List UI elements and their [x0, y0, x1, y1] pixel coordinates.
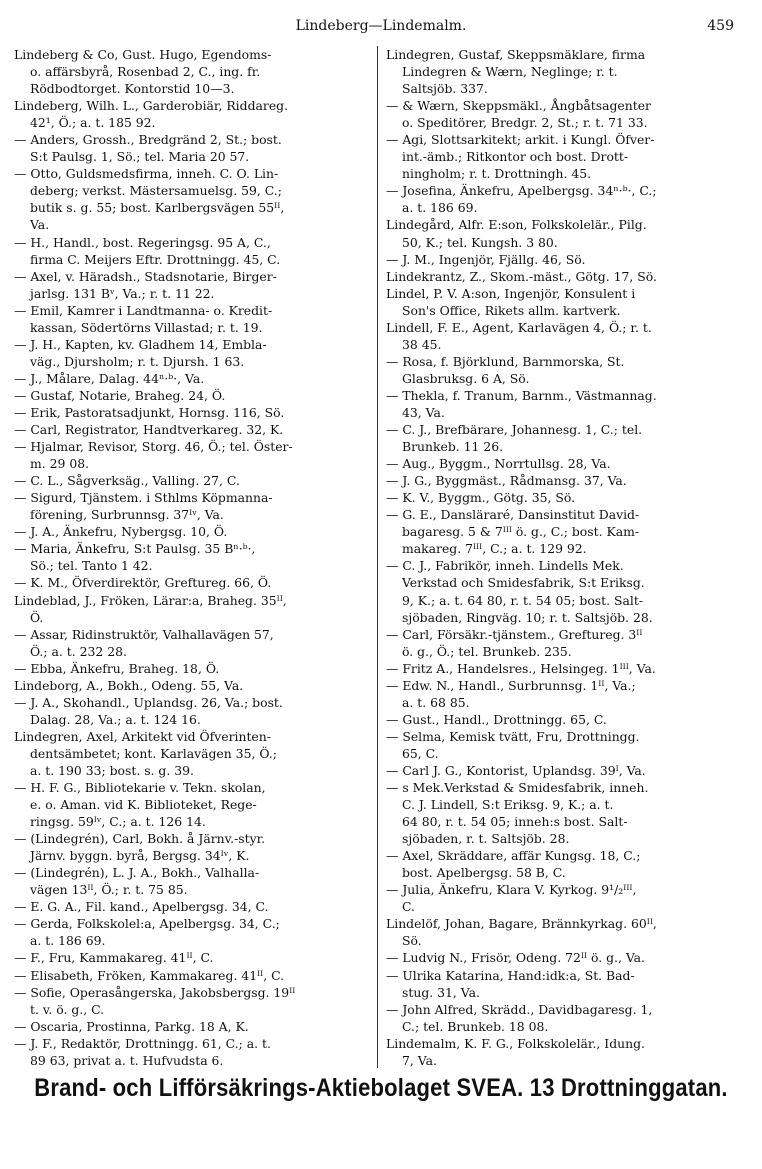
- directory-entry-line: butik s. g. 55; bost. Karlbergsvägen 55ᴵᴵ,: [30, 200, 285, 216]
- directory-entry-line: — Selma, Kemisk tvätt, Fru, Drottningg.: [386, 728, 640, 744]
- directory-entry-line: ringsg. 59ᴵᵛ, C.; a. t. 126 14.: [30, 814, 206, 830]
- directory-entry-line: kassan, Södertörns Villastad; r. t. 19.: [30, 319, 263, 335]
- directory-entry-line: Lindeberg & Co, Gust. Hugo, Egendoms-: [14, 47, 272, 62]
- directory-entry-line: Lindeblad, J., Fröken, Lärar:a, Braheg. 35ᴵᴵ,: [14, 592, 287, 608]
- directory-entry-line: — Rosa, f. Björklund, Barnmorska, St.: [386, 353, 625, 369]
- directory-entry-line: a. t. 186 69.: [30, 933, 106, 949]
- page-header: [0, 18, 762, 40]
- directory-entry-line: — Sofie, Operasångerska, Jakobsbergsg. 19ᴵᴵ: [14, 984, 296, 1000]
- directory-entry-line: — Elisabeth, Fröken, Kammakareg. 41ᴵᴵ, C.: [14, 967, 285, 983]
- directory-entry-line: makareg. 7ᴵᴵᴵ, C.; a. t. 129 92.: [402, 541, 587, 557]
- page-number: 459: [707, 18, 734, 34]
- directory-entry-line: 89 63, privat a. t. Hufvudsta 6.: [30, 1052, 224, 1068]
- directory-entry-line: — Maria, Änkefru, S:t Paulsg. 35 Bⁿ·ᵇ·,: [14, 541, 256, 557]
- directory-entry-line: — Carl, Försäkr.-tjänstem., Greftureg. 3ᴵᴵ: [386, 626, 643, 642]
- directory-entry-line: 50, K.; tel. Kungsh. 3 80.: [402, 234, 558, 250]
- footer-advertisement: Brand- och Lifförsäkrings-Aktiebolaget SVEA. 13 Drottninggatan.: [34, 1073, 728, 1102]
- directory-entry-line: int.-ämb.; Ritkontor och bost. Drott-: [402, 149, 629, 165]
- directory-entry-line: C. J. Lindell, S:t Eriksg. 9, K.; a. t.: [402, 797, 614, 813]
- directory-entry-line: — Hjalmar, Revisor, Storg. 46, Ö.; tel. Öster-: [14, 439, 293, 455]
- directory-entry-line: — Oscaria, Prostinna, Parkg. 18 A, K.: [14, 1018, 249, 1034]
- directory-entry-line: bost. Apelbergsg. 58 B, C.: [402, 865, 566, 881]
- directory-entry-line: — H. F. G., Bibliotekarie v. Tekn. skolan,: [14, 780, 266, 796]
- directory-entry-line: Lindegren, Axel, Arkitekt vid Öfverinten-: [14, 728, 271, 744]
- directory-entry-line: ö. g., Ö.; tel. Brunkeb. 235.: [402, 643, 572, 659]
- directory-entry-line: — Gust., Handl., Drottningg. 65, C.: [386, 711, 607, 727]
- directory-entry-line: Lindeborg, A., Bokh., Odeng. 55, Va.: [14, 677, 244, 693]
- directory-entry-line: Lindelöf, Johan, Bagare, Brännkyrkag. 60ᴵᴵ,: [386, 916, 657, 932]
- directory-entry-line: — C. J., Fabrikör, inneh. Lindells Mek.: [386, 558, 624, 574]
- directory-entry-line: — Agi, Slottsarkitekt; arkit. i Kungl. Öfver-: [386, 132, 655, 148]
- directory-entry-line: Lindegren & Wærn, Neglinge; r. t.: [402, 64, 618, 80]
- directory-entry-line: — & Wærn, Skeppsmäkl., Ångbåtsagenter: [386, 98, 651, 114]
- directory-entry-line: — Thekla, f. Tranum, Barnm., Västmannag.: [386, 387, 657, 403]
- directory-entry-line: Lindemalm, K. F. G., Folkskolelär., Idung.: [386, 1035, 645, 1051]
- directory-entry-line: stug. 31, Va.: [402, 984, 480, 1000]
- directory-entry-line: dentsämbetet; kont. Karlavägen 35, Ö.;: [30, 745, 277, 761]
- directory-entry-line: — Erik, Pastoratsadjunkt, Hornsg. 116, Sö.: [14, 404, 285, 420]
- directory-entry-line: — F., Fru, Kammakareg. 41ᴵᴵ, C.: [14, 950, 214, 966]
- directory-entry-line: Sö.; tel. Tanto 1 42.: [30, 558, 153, 574]
- directory-entry-line: a. t. 186 69.: [402, 200, 478, 216]
- directory-entry-line: — Sigurd, Tjänstem. i Sthlms Köpmanna-: [14, 490, 273, 506]
- directory-entry-line: Lindel, P. V. A:son, Ingenjör, Konsulent i: [386, 285, 636, 301]
- directory-entry-line: firma C. Meijers Eftr. Drottningg. 45, C.: [30, 251, 281, 267]
- directory-entry-line: C.: [402, 899, 415, 915]
- directory-entry-line: — E. G. A., Fil. kand., Apelbergsg. 34, C.: [14, 899, 269, 915]
- directory-entry-line: 64 80, r. t. 54 05; inneh:s bost. Salt-: [402, 814, 628, 830]
- directory-entry-line: — Josefina, Änkefru, Apelbergsg. 34ⁿ·ᵇ·, C.;: [386, 183, 657, 199]
- directory-entry-line: väg., Djursholm; r. t. Djursh. 1 63.: [30, 353, 245, 369]
- directory-entry-line: 38 45.: [402, 336, 442, 352]
- directory-entry-line: — Ludvig N., Frisör, Odeng. 72ᴵᴵ ö. g., Va.: [386, 950, 645, 966]
- directory-entry-line: sjöbaden, Ringväg. 10; r. t. Saltsjöb. 28.: [402, 609, 653, 625]
- directory-entry-line: — J. G., Byggmäst., Rådmansg. 37, Va.: [386, 473, 627, 489]
- directory-entry-line: — C. J., Brefbärare, Johannesg. 1, C.; tel.: [386, 422, 643, 438]
- right-column: [386, 46, 738, 1068]
- directory-entry-line: — Axel, Skräddare, affär Kungsg. 18, C.;: [386, 848, 641, 864]
- directory-entry-line: — Gerda, Folkskolel:a, Apelbergsg. 34, C.;: [14, 916, 280, 932]
- directory-entry-line: ningholm; r. t. Drottningh. 45.: [402, 166, 592, 182]
- directory-entry-line: o. Speditörer, Bredgr. 2, St.; r. t. 71 33.: [402, 115, 648, 131]
- running-head: Lindeberg—Lindemalm.: [295, 18, 467, 34]
- directory-entry-line: — Edw. N., Handl., Surbrunnsg. 1ᴵᴵ, Va.;: [386, 677, 636, 693]
- directory-entry-line: Lindegård, Alfr. E:son, Folkskolelär., Pilg.: [386, 217, 647, 233]
- directory-entry-line: — John Alfred, Skrädd., Davidbagaresg. 1,: [386, 1001, 653, 1017]
- directory-entry-line: 9, K.; a. t. 64 80, r. t. 54 05; bost. Salt-: [402, 592, 644, 608]
- directory-entry-line: — Ebba, Änkefru, Braheg. 18, Ö.: [14, 660, 220, 676]
- directory-entry-line: Lindeberg, Wilh. L., Garderobiär, Riddareg.: [14, 98, 289, 114]
- directory-entry-line: Dalag. 28, Va.; a. t. 124 16.: [30, 711, 201, 727]
- directory-entry-line: — Gustaf, Notarie, Braheg. 24, Ö.: [14, 387, 226, 403]
- directory-entry-line: a. t. 190 33; bost. s. g. 39.: [30, 762, 194, 778]
- directory-entry-line: — (Lindegrén), L. J. A., Bokh., Valhalla-: [14, 865, 260, 881]
- directory-entry-line: Ö.; a. t. 232 28.: [30, 643, 127, 659]
- directory-entry-line: förening, Surbrunnsg. 37ᴵᵛ, Va.: [30, 507, 224, 523]
- directory-entry-line: Verkstad och Smidesfabrik, S:t Eriksg.: [402, 575, 645, 591]
- directory-entry-line: Sö.: [402, 933, 422, 949]
- directory-entry-line: a. t. 68 85.: [402, 694, 470, 710]
- directory-entry-line: Glasbruksg. 6 A, Sö.: [402, 370, 530, 386]
- directory-entry-line: — J. A., Skohandl., Uplandsg. 26, Va.; bost.: [14, 694, 283, 710]
- directory-entry-line: Saltsjöb. 337.: [402, 81, 488, 97]
- directory-entry-line: — Julia, Änkefru, Klara V. Kyrkog. 9¹/₂ᴵᴵᴵ,: [386, 882, 637, 898]
- directory-entry-line: — Assar, Ridinstruktör, Valhallavägen 57,: [14, 626, 274, 642]
- directory-entry-line: — Carl, Registrator, Handtverkareg. 32, K.: [14, 422, 284, 438]
- directory-entry-line: Järnv. byggn. byrå, Bergsg. 34ᴵᵛ, K.: [30, 848, 250, 864]
- directory-entry-line: — J., Målare, Dalag. 44ⁿ·ᵇ·, Va.: [14, 370, 205, 386]
- directory-entry-line: — Axel, v. Häradsh., Stadsnotarie, Birger-: [14, 268, 277, 284]
- directory-entry-line: e. o. Aman. vid K. Biblioteket, Rege-: [30, 797, 257, 813]
- directory-entry-line: sjöbaden, r. t. Saltsjöb. 28.: [402, 831, 570, 847]
- directory-entry-line: — K. V., Byggm., Götg. 35, Sö.: [386, 490, 576, 506]
- directory-entry-line: Va.: [30, 217, 50, 233]
- directory-entry-line: m. 29 08.: [30, 456, 90, 472]
- directory-entry-line: — Anders, Grossh., Bredgränd 2, St.; bost.: [14, 132, 282, 148]
- directory-entry-line: 43, Va.: [402, 404, 445, 420]
- left-column: [14, 46, 366, 1068]
- directory-entry-line: 42¹, Ö.; a. t. 185 92.: [30, 115, 156, 131]
- directory-entry-line: Rödbodtorget. Kontorstid 10—3.: [30, 81, 235, 97]
- directory-entry-line: Son's Office, Rikets allm. kartverk.: [402, 302, 621, 318]
- directory-entry-line: — Ulrika Katarina, Hand:idk:a, St. Bad-: [386, 967, 635, 983]
- directory-entry-line: — G. E., Dansläraré, Dansinstitut David-: [386, 507, 640, 523]
- directory-entry-line: t. v. ö. g., C.: [30, 1001, 105, 1017]
- directory-entry-line: 65, C.: [402, 745, 439, 761]
- directory-entry-line: — H., Handl., bost. Regeringsg. 95 A, C.,: [14, 234, 271, 250]
- directory-entry-line: — K. M., Öfverdirektör, Greftureg. 66, Ö.: [14, 575, 272, 591]
- directory-entry-line: jarlsg. 131 Bᵛ, Va.; r. t. 11 22.: [30, 285, 215, 301]
- directory-entry-line: — Aug., Byggm., Norrtullsg. 28, Va.: [386, 456, 611, 472]
- directory-entry-line: deberg; verkst. Mästersamuelsg. 59, C.;: [30, 183, 282, 199]
- directory-entry-line: Lindell, F. E., Agent, Karlavägen 4, Ö.; r. t.: [386, 319, 652, 335]
- directory-entry-line: — (Lindegrén), Carl, Bokh. å Järnv.-styr.: [14, 831, 266, 847]
- directory-entry-line: S:t Paulsg. 1, Sö.; tel. Maria 20 57.: [30, 149, 250, 165]
- directory-entry-line: — Otto, Guldsmedsfirma, inneh. C. O. Lin-: [14, 166, 279, 182]
- directory-entry-line: — Carl J. G., Kontorist, Uplandsg. 39ᴵ, Va.: [386, 762, 646, 778]
- directory-entry-line: — J. F., Redaktör, Drottningg. 61, C.; a. t.: [14, 1035, 271, 1051]
- directory-entry-line: Lindekrantz, Z., Skom.-mäst., Götg. 17, Sö.: [386, 268, 657, 284]
- directory-entry-line: — Fritz A., Handelsres., Helsingeg. 1ᴵᴵᴵ, Va.: [386, 660, 656, 676]
- directory-entry-line: C.; tel. Brunkeb. 18 08.: [402, 1018, 549, 1034]
- directory-entry-line: — J. A., Änkefru, Nybergsg. 10, Ö.: [14, 524, 228, 540]
- column-divider: [377, 46, 378, 1068]
- directory-entry-line: — J. M., Ingenjör, Fjällg. 46, Sö.: [386, 251, 586, 267]
- directory-entry-line: Ö.: [30, 609, 44, 625]
- directory-entry-line: Brunkeb. 11 26.: [402, 439, 504, 455]
- directory-entry-line: bagaresg. 5 & 7ᴵᴵᴵ ö. g., C.; bost. Kam-: [402, 524, 640, 540]
- directory-entry-line: 7, Va.: [402, 1052, 437, 1068]
- directory-entry-line: — J. H., Kapten, kv. Gladhem 14, Embla-: [14, 336, 267, 352]
- directory-entry-line: o. affärsbyrå, Rosenbad 2, C., ing. fr.: [30, 64, 261, 80]
- directory-entry-line: — s Mek.Verkstad & Smidesfabrik, inneh.: [386, 780, 649, 796]
- directory-entry-line: — C. L., Sågverksäg., Valling. 27, C.: [14, 473, 240, 489]
- directory-entry-line: Lindegren, Gustaf, Skeppsmäklare, firma: [386, 47, 646, 62]
- directory-entry-line: — Emil, Kamrer i Landtmanna- o. Kredit-: [14, 302, 273, 318]
- directory-entry-line: vägen 13ᴵᴵ, Ö.; r. t. 75 85.: [30, 882, 188, 898]
